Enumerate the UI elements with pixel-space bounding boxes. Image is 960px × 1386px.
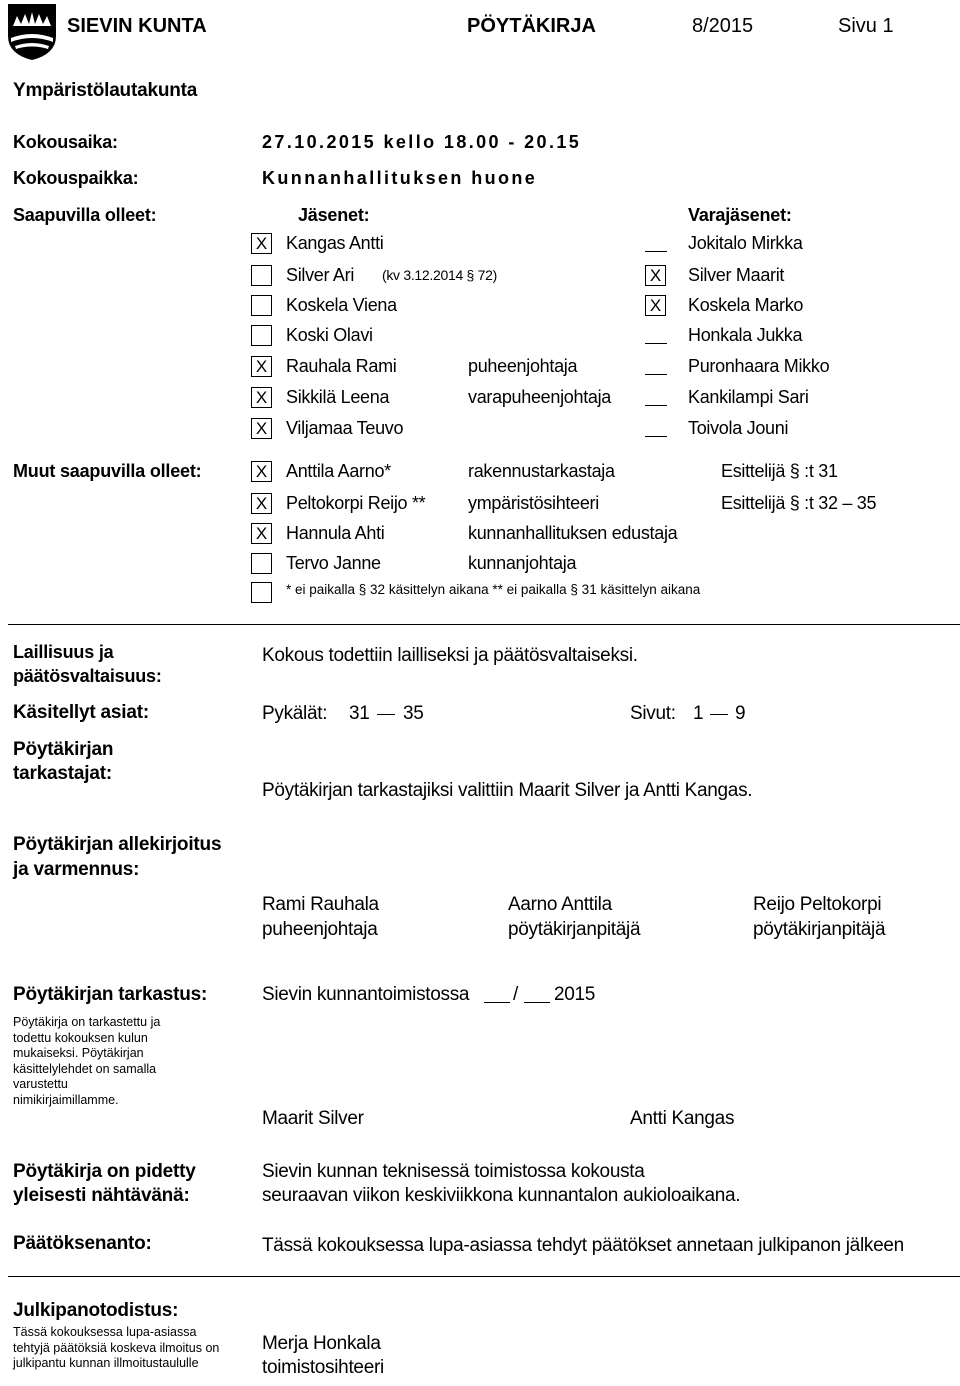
- signatures-label-line1: Pöytäkirjan allekirjoitus: [13, 834, 222, 855]
- attendees-label: Saapuvilla olleet:: [13, 205, 157, 225]
- meeting-time-value: 27.10.2015 kello 18.00 - 20.15: [262, 132, 582, 152]
- member-checkbox: X: [251, 233, 272, 254]
- range-dash: [377, 714, 395, 715]
- inspectors-text: Pöytäkirjan tarkastajiksi valittiin Maarit Silver ja Antti Kangas.: [262, 780, 753, 801]
- deputy-name: Honkala Jukka: [688, 325, 803, 345]
- attendee-role: ympäristösihteeri: [468, 493, 599, 513]
- pages-to: 9: [735, 703, 746, 724]
- public-display-label-line1: Pöytäkirja on pidetty: [13, 1161, 196, 1182]
- inspector-1-name: Maarit Silver: [262, 1108, 364, 1129]
- legality-label: [13, 640, 162, 688]
- deputy-name: Jokitalo Mirkka: [688, 233, 803, 253]
- review-place: Sievin kunnantoimistossa: [262, 984, 470, 1005]
- deputy-absent-mark: [645, 374, 667, 375]
- signatures-label-line2: ja varmennus:: [13, 859, 140, 880]
- member-name: Sikkilä Leena: [286, 387, 390, 407]
- document-type: PÖYTÄKIRJA: [467, 15, 596, 37]
- notice-label: Julkipanotodistus:: [13, 1300, 179, 1321]
- attendee-role: kunnanhallituksen edustaja: [468, 523, 678, 543]
- pages-label: Sivut:: [630, 703, 676, 724]
- attendee-checkbox: X: [251, 523, 272, 544]
- month-blank: [524, 1002, 550, 1003]
- signer-title: pöytäkirjanpitäjä: [508, 919, 641, 940]
- review-label: Pöytäkirjan tarkastus:: [13, 984, 208, 1005]
- meeting-place-value: Kunnanhallituksen huone: [262, 168, 538, 188]
- organization-name: SIEVIN KUNTA: [67, 15, 207, 37]
- signer-name: Reijo Peltokorpi: [753, 894, 882, 915]
- attendee-checkbox: [251, 553, 272, 574]
- municipal-coat-of-arms-logo: [6, 2, 58, 62]
- legality-label-line2: päätösvaltaisuus:: [13, 666, 162, 686]
- attendee-checkbox: X: [251, 461, 272, 482]
- deputy-name: Toivola Jouni: [688, 418, 789, 438]
- sections-label: Pykälät:: [262, 703, 328, 724]
- deputy-absent-mark: [645, 343, 667, 344]
- deputy-absent-mark: [645, 405, 667, 406]
- section-divider: [8, 1276, 960, 1277]
- member-checkbox: [251, 295, 272, 316]
- attendee-role: kunnanjohtaja: [468, 553, 577, 573]
- notice-note: Tässä kokouksessa lupa-asiassa tehtyjä päätöksiä koskeva ilmoitus on julkipantu kunnan illmoitustaululle: [13, 1325, 220, 1370]
- meeting-place-label: Kokouspaikka:: [13, 168, 139, 188]
- deputy-absent-mark: [645, 251, 667, 252]
- document-number: 8/2015: [692, 15, 754, 37]
- public-display-label: [13, 1160, 196, 1208]
- decision-text: Tässä kokouksessa lupa-asiassa tehdyt päätökset annetaan julkipanon jälkeen: [262, 1235, 904, 1256]
- public-display-text: [262, 1160, 740, 1208]
- page-number: Sivu 1: [838, 15, 894, 37]
- legality-label-line1: Laillisuus ja: [13, 642, 114, 662]
- signer-title: puheenjohtaja: [262, 919, 378, 940]
- member-name: Kangas Antti: [286, 233, 384, 253]
- attendee-name: Tervo Janne: [286, 553, 381, 573]
- notice-signer-name: Merja Honkala: [262, 1333, 381, 1354]
- public-display-text-line2: seuraavan viikon keskiviikkona kunnantalon aukioloaikana.: [262, 1185, 741, 1206]
- footnote-checkbox: [251, 582, 272, 603]
- member-role: varapuheenjohtaja: [468, 387, 612, 407]
- signer-name: Aarno Anttila: [508, 894, 612, 915]
- member-checkbox: X: [251, 356, 272, 377]
- member-name: Koskela Viena: [286, 295, 397, 315]
- sections-to: 35: [403, 703, 424, 724]
- public-display-label-line2: yleisesti nähtävänä:: [13, 1185, 190, 1206]
- deputy-name: Kankilampi Sari: [688, 387, 809, 407]
- notice-signer-title: toimistosihteeri: [262, 1357, 384, 1378]
- attendee-checkbox: X: [251, 493, 272, 514]
- attendee-name: Hannula Ahti: [286, 523, 385, 543]
- member-name: Viljamaa Teuvo: [286, 418, 404, 438]
- member-checkbox: X: [251, 418, 272, 439]
- decision-label: Päätöksenanto:: [13, 1233, 152, 1254]
- inspectors-label-line1: Pöytäkirjan: [13, 739, 114, 760]
- deputy-absent-mark: [645, 436, 667, 437]
- attendance-footnote: * ei paikalla § 32 käsittelyn aikana ** ei paikalla § 31 käsittelyn aikana: [286, 582, 701, 597]
- inspectors-label-line2: tarkastajat:: [13, 763, 112, 784]
- attendee-name: Anttila Aarno*: [286, 461, 391, 481]
- members-header: Jäsenet:: [298, 205, 370, 225]
- deputy-name: Silver Maarit: [688, 265, 785, 285]
- presenter-note: Esittelijä § :t 32 – 35: [721, 493, 877, 513]
- signatures-label: [13, 832, 221, 882]
- deputy-name: Puronhaara Mikko: [688, 356, 830, 376]
- deputy-checkbox: X: [645, 265, 666, 286]
- committee-name: Ympäristölautakunta: [13, 80, 198, 101]
- deputy-checkbox: X: [645, 295, 666, 316]
- member-checkbox: X: [251, 387, 272, 408]
- public-display-text-line1: Sievin kunnan teknisessä toimistossa kokousta: [262, 1161, 645, 1182]
- other-attendees-label: Muut saapuvilla olleet:: [13, 461, 202, 481]
- inspector-2-name: Antti Kangas: [630, 1108, 735, 1129]
- pages-from: 1: [693, 703, 704, 724]
- sections-from: 31: [349, 703, 370, 724]
- date-separator: /: [513, 984, 518, 1005]
- day-blank: [484, 1002, 510, 1003]
- inspectors-label: [13, 738, 113, 786]
- meeting-time-label: Kokousaika:: [13, 132, 118, 152]
- member-checkbox: [251, 265, 272, 286]
- member-role: puheenjohtaja: [468, 356, 578, 376]
- items-label: Käsitellyt asiat:: [13, 702, 149, 723]
- legality-text: Kokous todettiin lailliseksi ja päätösvaltaiseksi.: [262, 645, 638, 666]
- attendee-role: rakennustarkastaja: [468, 461, 615, 481]
- signer-title: pöytäkirjanpitäjä: [753, 919, 886, 940]
- range-dash: [710, 714, 728, 715]
- member-note: (kv 3.12.2014 § 72): [382, 267, 497, 283]
- deputy-name: Koskela Marko: [688, 295, 804, 315]
- member-name: Koski Olavi: [286, 325, 373, 345]
- attendee-name: Peltokorpi Reijo **: [286, 493, 426, 513]
- review-note: Pöytäkirja on tarkastettu ja todettu kokouksen kulun mukaiseksi. Pöytäkirjan käsittelylehdet on samalla varustettu nimikirjaimillamme.: [13, 1015, 161, 1107]
- deputies-header: Varajäsenet:: [688, 205, 792, 225]
- member-checkbox: [251, 325, 272, 346]
- signer-name: Rami Rauhala: [262, 894, 379, 915]
- member-name: Silver Ari: [286, 265, 355, 285]
- review-year: 2015: [554, 984, 596, 1005]
- presenter-note: Esittelijä § :t 31: [721, 461, 838, 481]
- section-divider: [8, 624, 960, 625]
- member-name: Rauhala Rami: [286, 356, 397, 376]
